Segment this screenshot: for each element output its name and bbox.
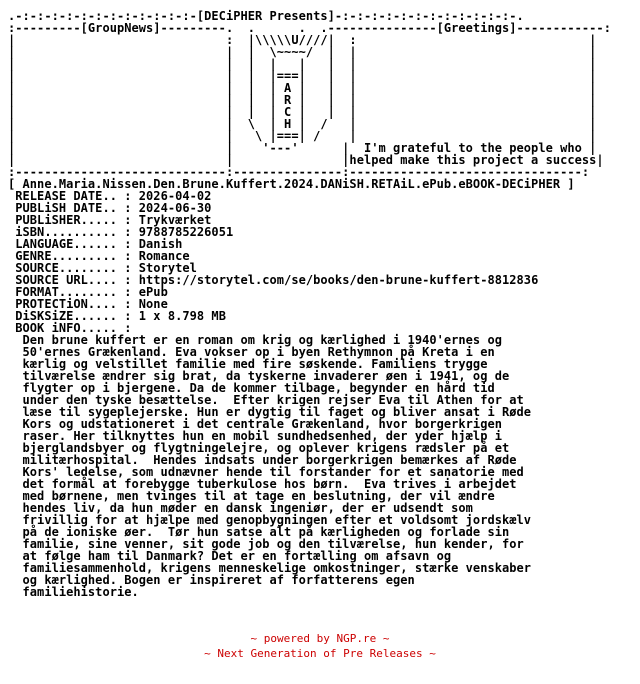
book-info-line: bjerglandsbyer og flygtningelejre, og oplever krigens rædsler på et (22, 441, 510, 455)
header-art-line: | | | | R | | | | (8, 93, 597, 107)
field-label: GENRE......... (15, 249, 117, 263)
field-label: FORMAT........ (15, 285, 117, 299)
nfo-text-block: .-:-:-:-:-:-:-:-:-:-:-:-:-[DECiPHER Presents]-:-:-:-:-:-:-:-:-:-:-:-:-. :---------[GroupNews]---------. . . .---------------[Greetings]------------: | : |\\\\\U////| : | | | | \~~~~/ | | | | | | | | | | | | | | |===| | | | | | | | A | | | | | | | | R | | | | | | | | C | | | | | | \ | H | / | | | | \ |===| / | | | | '---' | I'm grateful to the people who | | | |helped make this project a success| :-----------------------------:---------------:--------------------------------: [ Anne.Maria.Nissen.Den.Brune.Kuffert.2024.DANiSH.RETAiL.ePub.eBOOK-DECiPHER ] RELEASE DATE.. : 2026-04-02 PUBLiSH DATE.. : 2024-06-30 PUBLiSHER..... : Trykværket iSBN.......... : 9788785226051 LANGUAGE...... : Danish GENRE......... : Romance SOURCE........ : Storytel SOURCE URL.... : https://storytel.com/se/books/den-brune-kuffert-8812836 FORMAT........ : ePub PROTECTiON.... : None DiSKSiZE...... : 1 x 8.798 MB BOOK iNFO..... : Den brune kuffert er en roman om krig og kærlighed i 1940'ernes og 50'ernes Grækenland. Eva vokser op i byen Rethymnon på Kreta i en kærlig og velstillet familie med fire søskende. Familiens trygge tilværelse ændrer sig brat, da tyskerne invaderer øen i 1941, og de flygter op i bjergene. Da de kommer tilbage, begynder en hård tid under den tyske besættelse. Efter krigen rejser Eva til Athen for at læse til sygeplejerske. Hun er dygtig til faget og bliver ansat i Røde Kors og udstationeret i det centrale Grækenland, hvor borgerkrigen raser. Her tilknyttes hun en mobil sundhedsenhed, der yder hjælp i bjerglandsbyer og flygtningelejre, og oplever krigens rædsler på et militærhospital. Hendes indsats under borgerkrigen bemærkes af Røde Kors' ledelse, som udnævner hende til forstander for et sanatorie med det formål at forebygge tuberkulose hos børn. Eva trives i arbejdet med børnene, men tvinges til at tage en beslutning, der vil ændre hendes liv, da hun møder en dansk ingeniør, der er udsendt som frivillig for at hjælpe med genopbygningen efter et voldsomt jordskælv på de ioniske øer. Tør hun satse alt på kærligheden og forlade sin familie, sine venner, sit gode job og den tilværelse, hun kender, for at følge ham til Danmark? Det er en fortælling om afsavn og familiesammenhold, krigens menneskelige omkostninger, stærke venskaber og kærlighed. Bogen er inspireret af forfatterens egen familiehistorie. (8, 9, 611, 599)
book-info-line: flygter op i bjergene. Da de kommer tilbage, begynder en hård tid (22, 381, 495, 395)
header-art-line: | | '---' | I'm grateful to the people who | (8, 141, 597, 155)
book-info-line: det formål at forebygge tuberkulose hos børn. Eva trives i arbejdet (22, 477, 517, 491)
header-art-line: | | \ |===| / | | (8, 129, 597, 143)
header-art-line: | | | | | | | | (8, 57, 597, 71)
book-info-line: Kors' ledelse, som udnævner hende til forstander for et sanatorie med (22, 465, 524, 479)
header-art-line: [ Anne.Maria.Nissen.Den.Brune.Kuffert.2024.DANiSH.RETAiL.ePub.eBOOK-DECiPHER ] (8, 177, 575, 191)
field-label: LANGUAGE...... (15, 237, 117, 251)
field-value: 1 x 8.798 MB (138, 309, 226, 323)
book-info-line: læse til sygeplejerske. Hun er dygtig til faget og bliver ansat i Røde (22, 405, 532, 419)
field-value: Storytel (138, 261, 197, 275)
book-info-line: familie, sine venner, sit gode job og den tilværelse, hun kender, for (22, 537, 524, 551)
header-art-line: .-:-:-:-:-:-:-:-:-:-:-:-:-[DECiPHER Presents]-:-:-:-:-:-:-:-:-:-:-:-:-. (8, 9, 524, 23)
field-value: 9788785226051 (138, 225, 234, 239)
footer-tagline: ~ Next Generation of Pre Releases ~ (204, 647, 436, 660)
book-info-line: tilværelse ændrer sig brat, da tyskerne invaderer øen i 1941, og de (22, 369, 510, 383)
header-art-line: | | | | C | | | | (8, 105, 597, 119)
header-art-line: | : |\\\\\U////| : | (8, 33, 597, 47)
field-label: DiSKSiZE...... (15, 309, 117, 323)
field-value: https://storytel.com/se/books/den-brune-kuffert-8812836 (138, 273, 539, 287)
book-info-line: kærlig og velstillet familie med fire søskende. Familiens trygge (22, 357, 488, 371)
field-label: BOOK iNFO..... (15, 321, 117, 335)
book-info-line: raser. Her tilknyttes hun en mobil sundhedsenhed, der yder hjælp i (22, 429, 502, 443)
field-value: Trykværket (138, 213, 212, 227)
book-info-line: hendes liv, da hun møder en dansk ingeniør, der er udsendt som (22, 501, 473, 515)
header-art-line: | | \ | H | / | | (8, 117, 597, 131)
book-info-line: med børnene, men tvinges til at tage en beslutning, der vil ændre (22, 489, 495, 503)
header-art-line: :-----------------------------:---------------:--------------------------------: (8, 165, 590, 179)
field-value: Romance (138, 249, 190, 263)
field-label: SOURCE........ (15, 261, 117, 275)
header-art-line: | | | | A | | | | (8, 81, 597, 95)
header-art-line: :---------[GroupNews]---------. . . .---------------[Greetings]------------: (8, 21, 611, 35)
header-art-line: | | | \~~~~/ | | | (8, 45, 597, 59)
field-value: Danish (138, 237, 183, 251)
footer-powered-by: ~ powered by NGP.re ~ (250, 632, 390, 645)
field-label: SOURCE URL.... (15, 273, 117, 287)
book-info-line: under den tyske besættelse. Efter krigen rejser Eva til Athen for at (22, 393, 524, 407)
book-info-line: at følge ham til Danmark? Det er en fortælling om afsavn og (22, 549, 452, 563)
header-art-line: | | | |===| | | | (8, 69, 597, 83)
book-info-line: frivillig for at hjælpe med genopbygningen efter et voldsomt jordskælv (22, 513, 532, 527)
field-label: PUBLiSH DATE.. (15, 201, 117, 215)
book-info-line: og kærlighed. Bogen er inspireret af forfatterens egen (22, 573, 415, 587)
field-label: PUBLiSHER..... (15, 213, 117, 227)
book-info-line: Den brune kuffert er en roman om krig og kærlighed i 1940'ernes og (22, 333, 502, 347)
book-info-line: familiehistorie. (22, 585, 139, 599)
book-info-line: militærhospital. Hendes indsats under borgerkrigen bemærkes af Røde (22, 453, 517, 467)
field-value: 2026-04-02 (138, 189, 212, 203)
field-label: PROTECTiON.... (15, 297, 117, 311)
book-info-line: familiesammenhold, krigens menneskelige omkostninger, stærke venskaber (22, 561, 532, 575)
field-value: None (138, 297, 168, 311)
field-label: RELEASE DATE.. (15, 189, 117, 203)
field-value: ePub (138, 285, 168, 299)
field-value: 2024-06-30 (138, 201, 212, 215)
book-info-line: på de ioniske øer. Tør hun satse alt på kærligheden og forlade sin (22, 525, 510, 539)
book-info-line: Kors og udstationeret i det centrale Grækenland, hvor borgerkrigen (22, 417, 502, 431)
header-art-line: | | |helped make this project a success| (8, 153, 604, 167)
book-info-line: 50'ernes Grækenland. Eva vokser op i byen Rethymnon på Kreta i en (22, 345, 495, 359)
field-label: iSBN.......... (15, 225, 117, 239)
